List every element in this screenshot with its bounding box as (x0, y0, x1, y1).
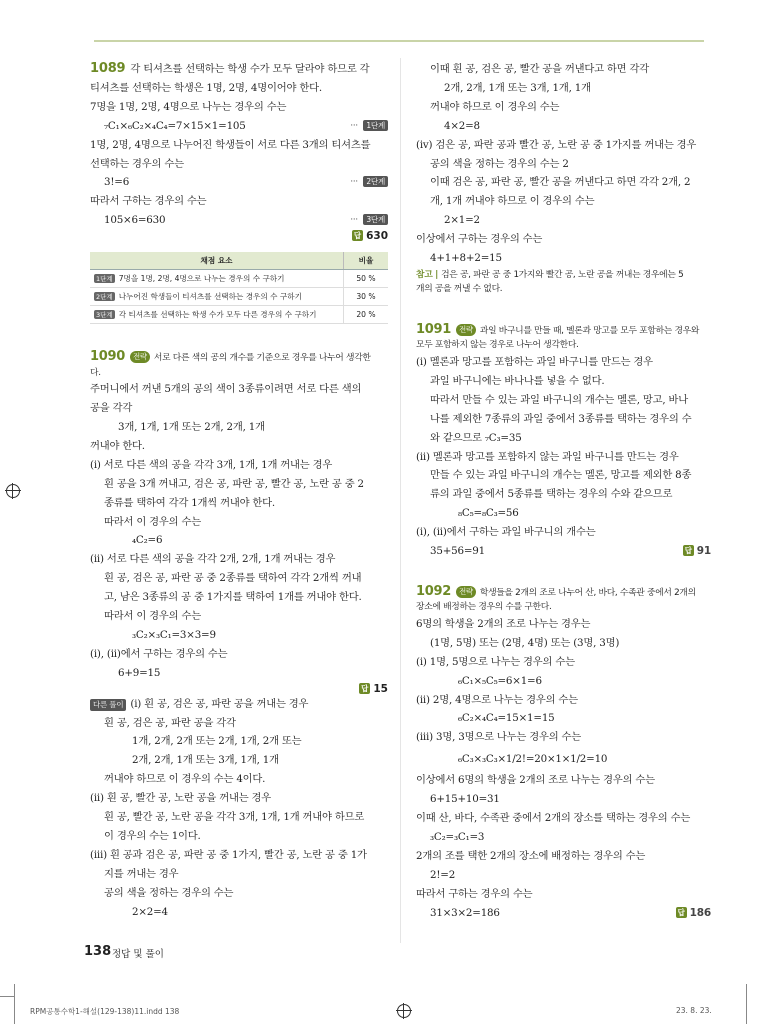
answer-value: 630 (366, 230, 388, 243)
table-cell: 나누어진 학생들이 티셔츠를 선택하는 경우의 수 구하기 (118, 292, 302, 302)
answer-value: 15 (373, 682, 388, 695)
formula: 4+1+8+2=15 (430, 252, 502, 265)
crop-mark (746, 984, 747, 1024)
answer (683, 542, 711, 561)
text-line: 티셔츠를 선택하는 학생은 1명, 2명, 4명이어야 한다. (90, 81, 322, 94)
section-label: 정답 및 풀이 (112, 949, 164, 960)
formula: ₆C₃×₃C₃×1/2!=20×1×1/2=10 (458, 753, 608, 766)
strategy-badge: 전략 (130, 351, 150, 363)
answer (90, 683, 388, 695)
text-line: (i) 서로 다른 색의 공을 각각 3개, 1개, 1개 꺼내는 경우 (90, 458, 333, 471)
formula-row (416, 542, 711, 561)
formula-row (416, 904, 711, 923)
text-line: 고, 남은 3종류의 공 중 1가지를 택하여 1개를 꺼내야 한다. (104, 591, 362, 604)
step-badge: 1단계 (363, 120, 388, 131)
formula: 31×3×2=186 (430, 906, 500, 919)
right-column (416, 60, 711, 923)
text-line: 이때 흰 공, 검은 공, 빨간 공을 꺼낸다고 하면 각각 (430, 63, 649, 75)
problem-number: 1090 (90, 349, 125, 365)
text-line: 선택하는 경우의 수는 (90, 157, 184, 170)
level-badge: 1단계 (96, 275, 113, 284)
problem-1091 (416, 323, 711, 561)
text-line: 1명, 2명, 4명으로 나누어진 학생들이 서로 다른 3개의 티셔츠를 (90, 138, 371, 151)
step-badge: 2단계 (363, 176, 388, 187)
formula: ₄C₂=6 (132, 534, 163, 547)
text-line: 지를 꺼내는 경우 (104, 867, 179, 880)
problem-1090 (90, 350, 388, 921)
top-rule (94, 40, 704, 42)
formula: ₃C₂=₃C₁=3 (430, 831, 485, 843)
table-header: 채점 요소 (90, 252, 344, 270)
table-cell: 7명을 1명, 2명, 4명으로 나누는 경우의 수 구하기 (118, 274, 285, 284)
registration-mark-icon (397, 1004, 411, 1018)
answer-badge: 답 (361, 683, 369, 693)
text-line: (ii) 2명, 4명으로 나누는 경우의 수는 (416, 693, 578, 706)
text-line: 공의 색을 정하는 경우의 수는 (104, 886, 234, 899)
formula: 35+56=91 (430, 545, 485, 558)
formula: 6+9=15 (118, 666, 161, 679)
text-line: (i) 흰 공, 검은 공, 파란 공을 꺼내는 경우 (130, 697, 309, 710)
text-line: (i), (ii)에서 구하는 경우의 수는 (90, 647, 228, 660)
text-line: 만들 수 있는 과일 바구니의 개수는 멜론, 망고를 제외한 8종 (430, 469, 692, 482)
table-cell: 각 티셔츠를 선택하는 학생 수가 모두 다른 경우의 수 구하기 (118, 310, 317, 320)
note-label: 참고 | (416, 269, 439, 280)
text-line: 과일 바구니에는 바나나를 넣을 수 없다. (430, 374, 605, 387)
text-line: (ii) 흰 공, 빨간 공, 노란 공을 꺼내는 경우 (90, 792, 272, 805)
answer-badge: 답 (353, 231, 362, 241)
page-number: 138 (84, 944, 112, 959)
text-line: (iii) 3명, 3명으로 나누는 경우의 수는 (416, 731, 582, 744)
step-badge: 3단계 (363, 214, 388, 225)
text-line: 따라서 이 경우의 수는 (104, 515, 201, 528)
level-badge: 2단계 (96, 293, 113, 302)
text-line: 1개, 2개, 2개 또는 2개, 1개, 2개 또는 (132, 735, 302, 748)
formula: 3!=6 (104, 176, 130, 189)
strategy-text: 학생들을 2개의 조로 나누어 산, 바다, 수족관 중에서 2개의 (479, 587, 696, 598)
problem-1090-continued (416, 60, 711, 297)
table-row (90, 270, 388, 288)
text-line: 흰 공, 검은 공, 파란 공 중 2종류를 택하여 각각 2개씩 꺼내 (104, 572, 362, 585)
step-marker: ··· 3단계 (350, 211, 388, 230)
strategy-text: 서로 다른 색의 공의 개수를 기준으로 경우를 나누어 생각한 (153, 353, 371, 364)
formula: 105×6=630 (104, 214, 166, 227)
step-marker: ··· 1단계 (350, 117, 388, 136)
formula: 2×1=2 (444, 214, 480, 227)
text-line: (ii) 멜론과 망고를 포함하지 않는 과일 바구니를 만드는 경우 (416, 450, 679, 463)
formula: ₃C₂×₃C₁=3×3=9 (132, 628, 216, 641)
text-line: 흰 공, 검은 공, 파란 공을 각각 (104, 716, 236, 729)
note-text: 검은 공, 파란 공 중 1가지와 빨간 공, 노란 공을 꺼내는 경우에는 5 (441, 269, 684, 280)
other-solution-badge: 다른 풀이 (90, 699, 126, 711)
problem-number: 1092 (416, 583, 451, 599)
text-line: 흰 공을 3개 꺼내고, 검은 공, 파란 공, 빨간 공, 노란 공 중 2 (104, 477, 364, 490)
table-cell: 50 % (344, 270, 389, 288)
problem-number: 1091 (416, 321, 451, 337)
text-line: 꺼내야 하므로 이 경우의 수는 4이다. (104, 773, 266, 786)
strategy-text: 다. (90, 367, 101, 378)
table-cell: 20 % (344, 306, 389, 324)
strategy-text: 모두 포함하지 않는 경우로 나누어 생각한다. (416, 340, 579, 351)
text-line: 6명의 학생을 2개의 조로 나누는 경우는 (416, 617, 591, 630)
text-line: (ii) 서로 다른 색의 공을 각각 2개, 2개, 1개 꺼내는 경우 (90, 553, 336, 566)
text-line: 2개, 2개, 1개 또는 3개, 1개, 1개 (444, 81, 591, 94)
text-line: 3개, 1개, 1개 또는 2개, 2개, 1개 (118, 420, 265, 433)
problem-1089 (90, 60, 388, 324)
column-divider (400, 58, 401, 943)
registration-mark-icon (6, 484, 20, 498)
formula: 6+15+10=31 (430, 793, 500, 806)
table-header: 비율 (344, 252, 389, 270)
strategy-badge: 전략 (456, 324, 476, 336)
answer-value: 91 (696, 545, 711, 558)
text-line: 2개, 2개, 1개 또는 3개, 1개, 1개 (132, 754, 279, 767)
crop-mark (14, 984, 15, 1024)
file-name: RPM공통수학1-해설(129-138)11.indd 138 (30, 1007, 180, 1016)
left-column (90, 60, 388, 922)
text-line: (iv) 검은 공, 파란 공과 빨간 공, 노란 공 중 1가지를 꺼내는 경우 (416, 138, 697, 151)
answer-badge: 답 (684, 546, 692, 556)
crop-mark (0, 996, 14, 997)
table-row (90, 306, 388, 324)
text-line: 각 티셔츠를 선택하는 학생 수가 모두 달라야 하므로 각 (130, 63, 370, 75)
text-line: 흰 공, 빨간 공, 노란 공을 각각 3개, 1개, 1개 꺼내야 하므로 (104, 811, 365, 824)
table-cell: 30 % (344, 288, 389, 306)
text-line: 개, 1개 꺼내야 하므로 이 경우의 수는 (430, 195, 595, 208)
print-date: 23. 8. 23. (676, 1006, 712, 1015)
text-line: 따라서 구하는 경우의 수는 (416, 887, 533, 900)
text-line: 7명을 1명, 2명, 4명으로 나누는 경우의 수는 (90, 100, 287, 113)
formula: ₇C₁×₆C₂×₄C₄=7×15×1=105 (104, 119, 246, 132)
problem-number: 1089 (90, 61, 126, 76)
text-line: 따라서 구하는 경우의 수는 (90, 195, 207, 208)
formula: ₈C₅=₈C₃=56 (458, 507, 519, 520)
text-line: 이때 검은 공, 파란 공, 빨간 공을 꺼낸다고 하면 각각 2개, 2 (430, 176, 691, 189)
text-line: (i) 멜론과 망고를 포함하는 과일 바구니를 만드는 경우 (416, 355, 653, 368)
text-line: (i) 1명, 5명으로 나누는 경우의 수는 (416, 655, 575, 668)
note-text: 개의 공을 꺼낼 수 없다. (416, 284, 503, 295)
strategy-badge: 전략 (456, 586, 476, 598)
text-line: 공의 색을 정하는 경우의 수는 2 (430, 157, 569, 170)
text-line: 따라서 만들 수 있는 과일 바구니의 개수는 멜론, 망고, 바나 (430, 393, 688, 406)
text-line: 나를 제외한 7종류의 과일 중에서 3종류를 택하는 경우의 수 (430, 412, 692, 425)
text-line: 꺼내야 하므로 이 경우의 수는 (430, 100, 560, 113)
formula: ₆C₂×₄C₄=15×1=15 (458, 712, 555, 725)
text-line: 이 경우의 수는 1이다. (104, 830, 201, 842)
answer (676, 904, 711, 923)
answer (90, 230, 388, 242)
problem-1092 (416, 585, 711, 923)
table-row (90, 288, 388, 306)
text-line: (i), (ii)에서 구하는 과일 바구니의 개수는 (416, 526, 596, 539)
text-line: 주머니에서 꺼낸 5개의 공의 색이 3종류이려면 서로 다른 색의 (90, 383, 362, 396)
formula: ₆C₁×₅C₅=6×1=6 (458, 674, 542, 687)
text-line: 꺼내야 한다. (90, 439, 145, 452)
text-line: 따라서 이 경우의 수는 (104, 610, 201, 623)
text-line: 2개의 조를 택한 2개의 장소에 배정하는 경우의 수는 (416, 849, 646, 862)
text-line: 류의 과일 중에서 5종류를 택하는 경우의 수와 같으므로 (430, 488, 673, 501)
text-line: 이상에서 구하는 경우의 수는 (416, 233, 543, 246)
formula: 2!=2 (430, 868, 456, 881)
scoring-table (90, 252, 388, 324)
text-line: 이상에서 6명의 학생을 2개의 조로 나누는 경우의 수는 (416, 774, 655, 787)
strategy-text: 장소에 배정하는 경우의 수를 구한다. (416, 602, 552, 613)
note (416, 268, 711, 283)
formula: 4×2=8 (444, 119, 480, 132)
answer-value: 186 (689, 906, 711, 919)
strategy-text: 과일 바구니를 만들 때, 멜론과 망고를 모두 포함하는 경우와 (479, 325, 700, 336)
level-badge: 3단계 (96, 311, 113, 320)
text-line: 이때 산, 바다, 수족관 중에서 2개의 장소를 택하는 경우의 수는 (416, 812, 691, 825)
text-line: 종류를 택하여 각각 1개씩 꺼내야 한다. (104, 496, 275, 509)
text-line: 공을 각각 (90, 402, 133, 415)
text-line: (iii) 흰 공과 검은 공, 파란 공 중 1가지, 빨간 공, 노란 공 중 1가 (90, 848, 367, 861)
step-marker: ··· 2단계 (350, 173, 388, 192)
text-line: 와 같으므로 ₇C₃=35 (430, 431, 522, 444)
answer-badge: 답 (677, 907, 685, 917)
formula: 2×2=4 (132, 905, 168, 918)
text-line: (1명, 5명) 또는 (2명, 4명) 또는 (3명, 3명) (430, 636, 620, 649)
